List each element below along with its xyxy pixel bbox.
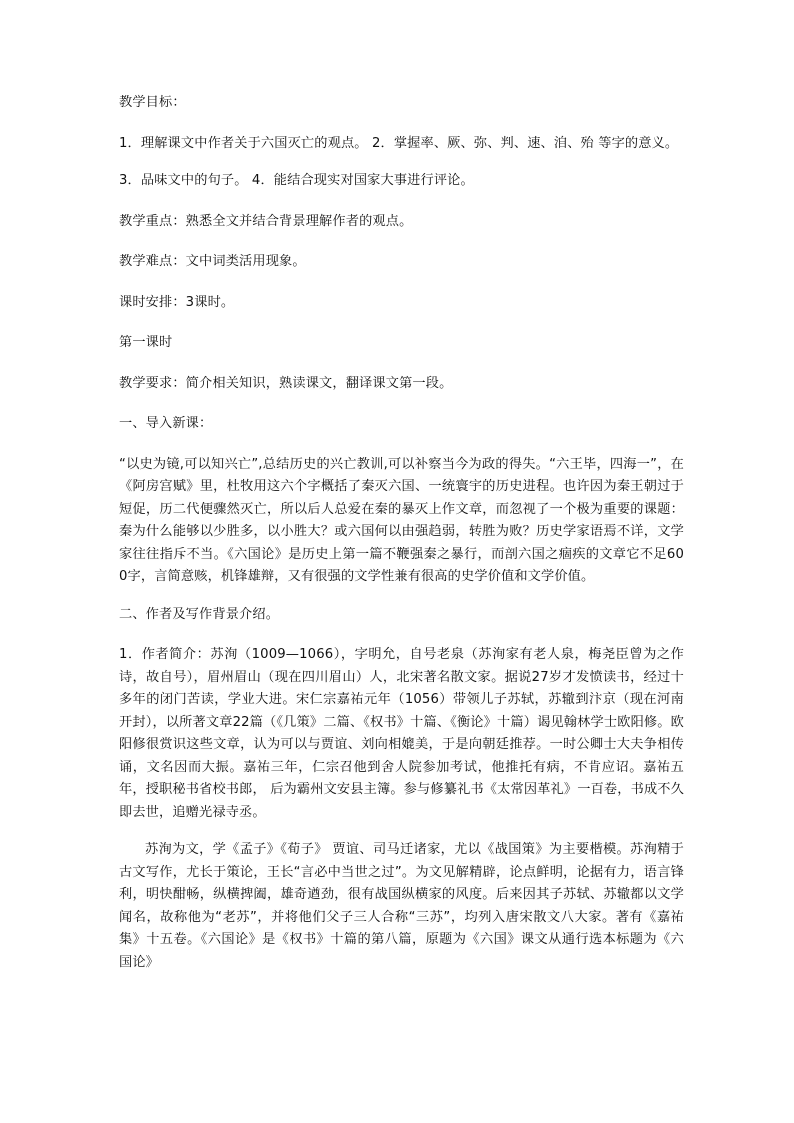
author-style-paragraph: 苏洵为文，学《孟子》《荀子》 贾谊、司马迁诸家，尤以《战国策》为主要楷模。苏洵精于古文写作，尤长于策论，王长“言必中当世之过”。为文见解精辟，论点鲜明，论据有力，语言锋利，明快酣畅，纵横捭阖，雄奇遒劲，很有战国纵横家的风度。后来因其子苏轼、苏辙都以文学闻名，故称他为“老苏”，并将他们父子三人合称“三苏”，均列入唐宋散文八大家。著有《嘉祐集》十五卷。《六国论》是《权书》十篇的第八篇，原题为《六国》课文从通行选本标题为《六国论》 xyxy=(119,842,684,970)
intro-paragraph: “以史为镜,可以知兴亡”,总结历史的兴亡教训,可以补察当今为政的得失。“六王毕，四海一”，在《阿房宫赋》里，杜牧用这六个字概括了秦灭六国、一统寰宇的历史进程。也许因为秦王朝过于短促，历二代便骤然灭亡，所以后人总爱在秦的暴灭上作文章，而忽视了一个极为重要的课题：秦为什么能够以少胜多，以小胜大？或六国何以由强趋弱，转胜为败？历史学家语焉不详，文学家往往指斥不当。《六国论》是历史上第一篇不鞭强秦之暴行，而剖六国之痼疾的文章它不足600字，言简意赅，机锋雄辩，又有很强的文学性兼有很高的史学价值和文学价值。 xyxy=(119,456,684,584)
objective-3-4: 3．品味文中的句子。 4．能结合现实对国家大事进行评论。 xyxy=(119,173,474,188)
document-page xyxy=(119,92,684,992)
teaching-focus: 教学重点：熟悉全文并结合背景理解作者的观点。 xyxy=(119,213,413,229)
section-author-heading: 二、作者及写作背景介绍。 xyxy=(119,606,280,622)
class-schedule: 课时安排：3课时。 xyxy=(119,294,235,310)
objective-1-2: 1．理解课文中作者关于六国灭亡的观点。 2．掌握率、厥、弥、判、速、洎、殆 等字的意义。 xyxy=(119,135,679,151)
section-heading-objectives: 教学目标： xyxy=(119,95,186,110)
lesson-requirements: 教学要求：简介相关知识，熟读课文，翻译课文第一段。 xyxy=(119,375,453,391)
author-bio-paragraph: 1．作者简介：苏洵（1009—1066），字明允，自号老泉（苏洵家有老人泉，梅尧臣曾为之作诗，故自号），眉州眉山（现在四川眉山）人，北宋著名散文家。据说27岁才发愤读书，经过十多年的闭门苦读，学业大进。宋仁宗嘉祐元年（1056）带领儿子苏轼，苏辙到汴京（现在河南开封），以所著文章22篇（《几策》二篇、《权书》十篇、《衡论》十篇）谒见翰林学士欧阳修。欧阳修很赏识这些文章，认为可以与贾谊、刘向相媲美，于是向朝廷推荐。一时公卿士大夫争相传诵，文名因而大振。嘉祐三年，仁宗召他到舍人院参加考试，他推托有病，不肯应诏。嘉祐五年，授职秘书省校书郎， 后为霸州文安县主簿。参与修纂礼书《太常因革礼》一百卷，书成不久即去世，追赠光禄寺丞。 xyxy=(119,647,684,820)
section-intro-heading: 一、导入新课： xyxy=(119,416,213,431)
lesson-one-heading: 第一课时 xyxy=(119,335,173,350)
teaching-difficulty: 教学难点：文中词类活用现象。 xyxy=(119,254,306,269)
